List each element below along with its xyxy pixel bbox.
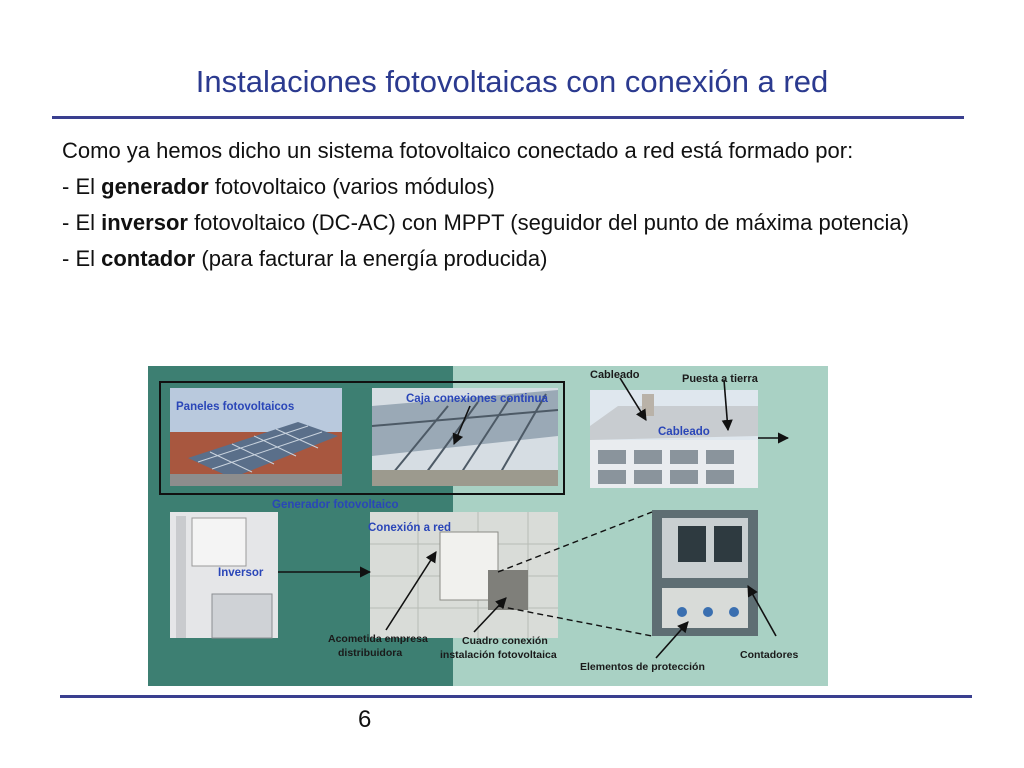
title-divider: [52, 116, 964, 119]
slide-body: [62, 138, 962, 282]
label-cuadro-2: instalación fotovoltaica: [440, 649, 557, 661]
bullet-text: (para facturar la energía producida): [195, 246, 548, 271]
bullet-prefix: - El: [62, 246, 102, 271]
bullet-keyword: generador: [101, 174, 209, 199]
label-cuadro-1: Cuadro conexión: [462, 635, 548, 647]
label-contadores: Contadores: [740, 649, 799, 661]
label-puesta-tierra: Puesta a tierra: [682, 373, 758, 385]
bullet-prefix: - El: [62, 174, 102, 199]
bullet-inversor: [62, 210, 962, 236]
installation-diagram: [148, 366, 828, 686]
label-generador: Generador fotovoltaico: [272, 499, 399, 511]
label-cableado-top: Cableado: [590, 369, 640, 381]
bullet-prefix: - El: [62, 210, 102, 235]
installation-figure: [148, 366, 828, 686]
bullet-generador: [62, 174, 962, 200]
label-elementos: Elementos de protección: [580, 661, 705, 673]
label-conexion-red: Conexión a red: [368, 522, 452, 534]
label-caja: Caja conexiones continua: [406, 393, 548, 405]
intro-paragraph: Como ya hemos dicho un sistema fotovoltaico conectado a red está formado por:: [62, 138, 854, 163]
roof-photo: [590, 390, 758, 488]
bullet-keyword: contador: [101, 246, 196, 271]
meters-photo: [652, 510, 758, 636]
label-acometida-2: distribuidora: [338, 647, 403, 659]
label-inversor: Inversor: [218, 567, 264, 579]
bullet-contador: [62, 246, 962, 272]
label-acometida-1: Acometida empresa: [328, 633, 428, 645]
page-number: 6: [358, 706, 372, 733]
label-paneles: Paneles fotovoltaicos: [176, 401, 295, 413]
label-cableado-photo: Cableado: [658, 426, 710, 438]
bullet-text: fotovoltaico (DC-AC) con MPPT (seguidor del punto de máxima potencia): [187, 210, 909, 235]
bullet-keyword: inversor: [101, 210, 188, 235]
bullet-text: fotovoltaico (varios módulos): [208, 174, 495, 199]
footer-divider: [60, 695, 972, 698]
slide-title: Instalaciones fotovoltaicas con conexión a red: [195, 64, 829, 99]
